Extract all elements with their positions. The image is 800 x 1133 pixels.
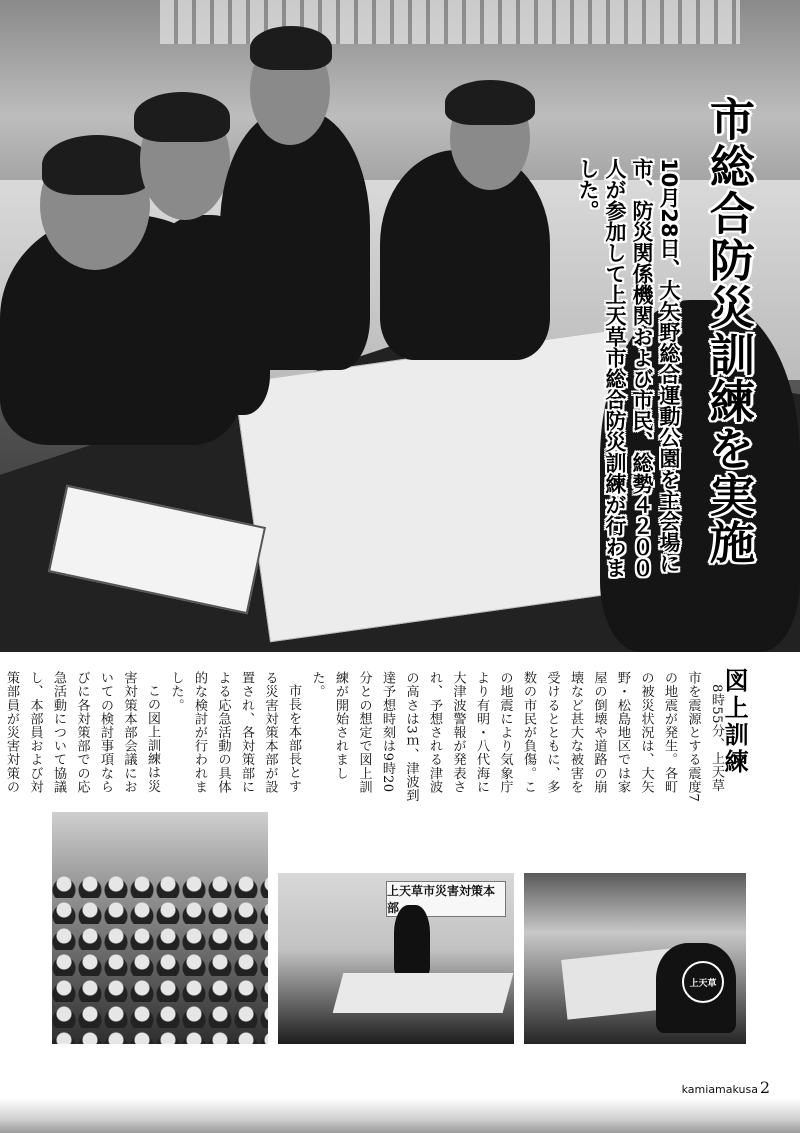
photo-evacuation-crowd <box>52 812 268 1044</box>
person-third <box>220 110 370 370</box>
lead-text: 10月28日、大矢野総合運動公園を主会場に市、防災関係機関および市民、総勢４２００人が参加して上天草市総合防災訓練が行わました。 <box>576 158 681 578</box>
crowd <box>52 872 268 1044</box>
footer-bar <box>0 1098 800 1133</box>
person-third-hair <box>250 26 332 70</box>
meeting-mat <box>333 973 514 1013</box>
article-body <box>4 671 728 803</box>
paragraph: この図上訓練は災害対策本部会議においての検討事項ならびに各対策部での応急活動について協議し、本部員および対策部員が災害対策の <box>4 671 160 794</box>
person-fourth <box>380 150 550 360</box>
page-title: 市総合防災訓練を実施 <box>701 96 755 566</box>
photo-disaster-headquarters <box>278 873 514 1044</box>
footer-site: kamiamakusa <box>681 1083 758 1096</box>
person-second-hair <box>134 92 230 142</box>
headquarters-banner: 上天草市災害対策本部 <box>386 881 506 917</box>
section-heading: 図上訓練 <box>720 668 749 776</box>
photo-tabletop-exercise <box>524 873 746 1044</box>
person-left-hair <box>42 135 152 195</box>
page-number: 2 <box>759 1078 770 1097</box>
paragraph: 8時55分、上天草市を震源とする震度7の地震が発生。各町の被災状況は、大矢野・松島地区では家屋の倒壊や道路の崩壊など甚大な被害を受けるとともに、多数の市民が負傷。この地震により気象庁より有明・八代海に大津波警報が発表され、予想される津波の高さは3ｍ、津波到達予想時刻は9時20分との想定で図上訓練が開始されました。 <box>309 671 724 803</box>
standing-speaker <box>394 905 430 975</box>
gym-stands <box>160 0 740 44</box>
vest-badge: 上天草 <box>682 961 724 1003</box>
person-fourth-hair <box>445 80 535 125</box>
paragraph: 市長を本部長とする災害対策本部が設置され、各対策部による応急活動の具体的な検討が行われました。 <box>168 671 301 794</box>
